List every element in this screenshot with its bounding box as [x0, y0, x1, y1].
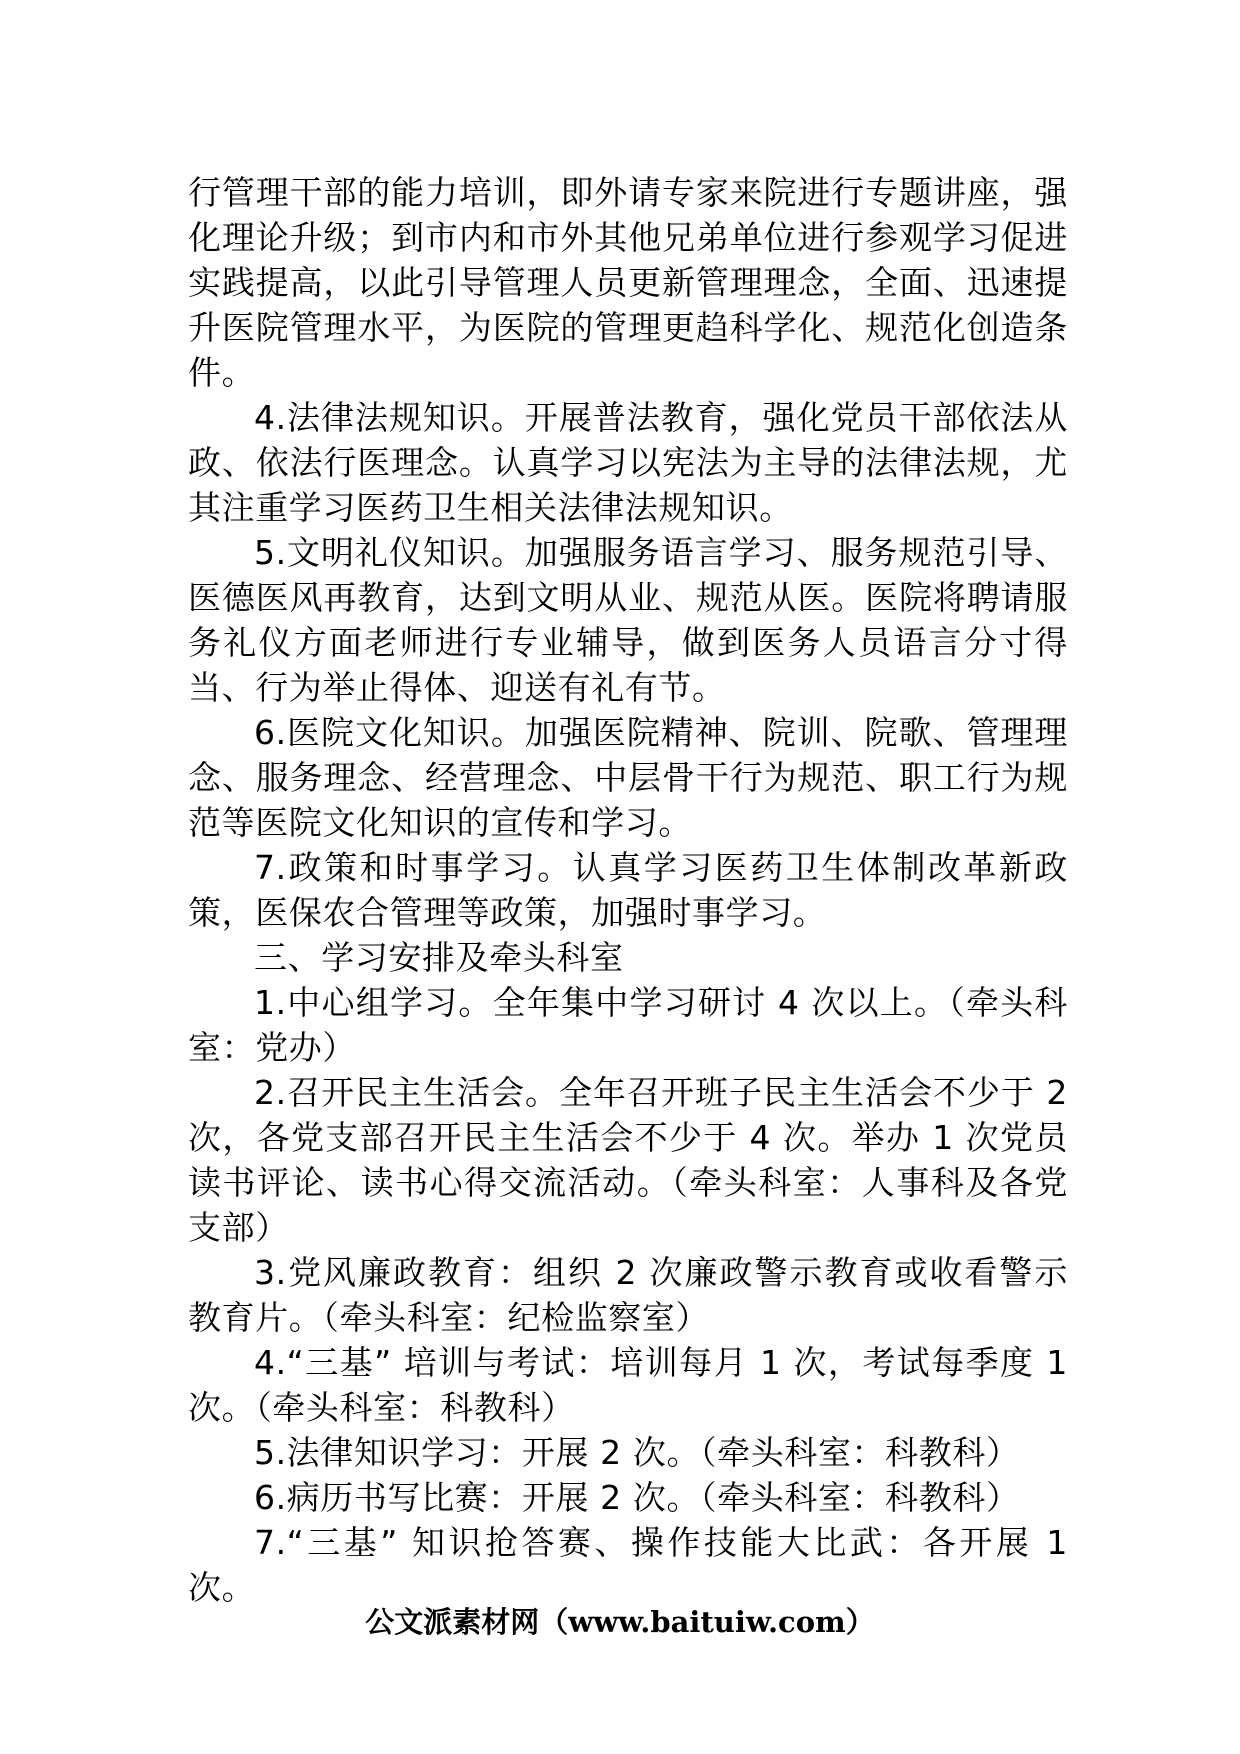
paragraph-policy-study: 7.政策和时事学习。认真学习医药卫生体制改革新政策，医保农合管理等政策，加强时事学习。	[188, 848, 1068, 932]
section-heading: 三、学习安排及牵头科室	[254, 938, 624, 977]
paragraph-democratic-meeting: 2.召开民主生活会。全年召开班子民主生活会不少于 2次，各党支部召开民主生活会不少于 4 次。举办 1 次党员读书评论、读书心得交流活动。（牵头科室：人事科及各党支部）	[188, 1073, 1068, 1247]
paragraph-sanji-training: 4.“三基” 培训与考试：培训每月 1 次，考试每季度 1次。（牵头科室：科教科）	[188, 1343, 1068, 1427]
paragraph-center-group-study: 1.中心组学习。全年集中学习研讨 4 次以上。（牵头科室：党办）	[188, 983, 1068, 1067]
paragraph-etiquette-knowledge: 5.文明礼仪知识。加强服务语言学习、服务规范引导、医德医风再教育，达到文明从业、规范从医。医院将聘请服务礼仪方面老师进行专业辅导，做到医务人员语言分寸得当、行为举止得体、迎送有礼有节。	[188, 533, 1068, 707]
paragraph-hospital-culture: 6.医院文化知识。加强医院精神、院训、院歌、管理理念、服务理念、经营理念、中层骨干行为规范、职工行为规范等医院文化知识的宣传和学习。	[188, 713, 1068, 842]
paragraph-record-writing: 6.病历书写比赛：开展 2 次。（牵头科室：科教科）	[254, 1478, 1020, 1517]
paragraph-legal-knowledge: 4.法律法规知识。开展普法教育，强化党员干部依法从政、依法行医理念。认真学习以宪法为主导的法律法规，尤其注重学习医药卫生相关法律法规知识。	[188, 398, 1068, 527]
paragraph-law-study: 5.法律知识学习：开展 2 次。（牵头科室：科教科）	[254, 1433, 1020, 1472]
document-body	[188, 170, 1068, 1610]
footer-watermark: 公文派素材网（www.baituiw.com）	[365, 1605, 875, 1639]
paragraph-continuation: 行管理干部的能力培训，即外请专家来院进行专题讲座，强化理论升级；到市内和市外其他兄弟单位进行参观学习促进实践提高，以此引导管理人员更新管理理念，全面、迅速提升医院管理水平，为医院的管理更趋科学化、规范化创造条件。	[188, 173, 1068, 392]
paragraph-integrity-education: 3.党风廉政教育：组织 2 次廉政警示教育或收看警示教育片。（牵头科室：纪检监察室）	[188, 1253, 1068, 1337]
paragraph-skills-contest: 7.“三基” 知识抢答赛、操作技能大比武：各开展 1 次。	[188, 1523, 1068, 1607]
